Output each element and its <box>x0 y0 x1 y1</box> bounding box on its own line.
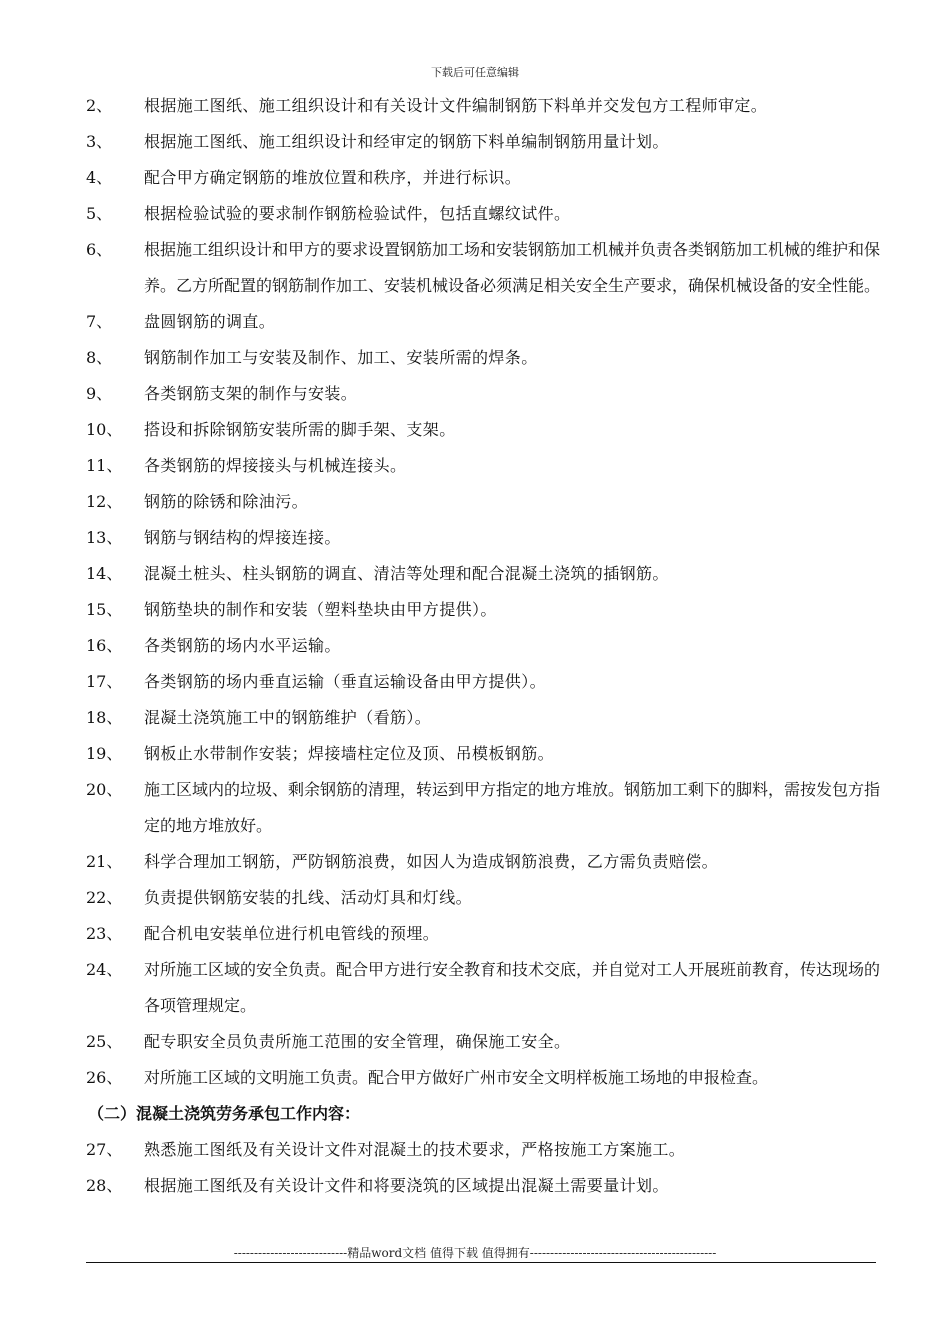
list-item <box>86 376 881 412</box>
item-text: 钢筋与钢结构的焊接连接。 <box>144 528 341 547</box>
item-text: 盘圆钢筋的调直。 <box>144 312 276 331</box>
item-number: 18、 <box>86 708 123 727</box>
item-number: 5、 <box>86 204 113 223</box>
item-text: 配合甲方确定钢筋的堆放位置和秩序，并进行标识。 <box>144 168 522 187</box>
work-item-list-concrete <box>86 1132 881 1204</box>
item-text: 混凝土浇筑施工中的钢筋维护（看筋）。 <box>144 708 432 727</box>
item-number: 17、 <box>86 672 123 691</box>
item-text: 各类钢筋的场内垂直运输（垂直运输设备由甲方提供）。 <box>144 672 547 691</box>
list-item <box>86 88 881 124</box>
item-text: 各类钢筋的场内水平运输。 <box>144 636 341 655</box>
item-text: 对所施工区域的安全负责。配合甲方进行安全教育和技术交底，并自觉对工人开展班前教育，传达现场的各项管理规定。 <box>144 960 881 1015</box>
item-number: 10、 <box>86 420 123 439</box>
list-item <box>86 772 881 844</box>
item-text: 施工区域内的垃圾、剩余钢筋的清理，转运到甲方指定的地方堆放。钢筋加工剩下的脚料，需按发包方指定的地方堆放好。 <box>144 780 881 835</box>
item-number: 13、 <box>86 528 123 547</box>
list-item <box>86 1132 881 1168</box>
list-item <box>86 1060 881 1096</box>
footer-rule <box>86 1262 876 1263</box>
item-number: 21、 <box>86 852 123 871</box>
item-number: 9、 <box>86 384 113 403</box>
list-item <box>86 628 881 664</box>
work-item-list <box>86 88 881 1096</box>
item-text: 各类钢筋支架的制作与安装。 <box>144 384 358 403</box>
item-number: 3、 <box>86 132 113 151</box>
header-note: 下载后可任意编辑 <box>431 66 519 79</box>
list-item <box>86 448 881 484</box>
item-number: 19、 <box>86 744 123 763</box>
item-number: 4、 <box>86 168 113 187</box>
item-text: 配合机电安装单位进行机电管线的预埋。 <box>144 924 440 943</box>
item-number: 11、 <box>86 456 123 475</box>
item-text: 科学合理加工钢筋，严防钢筋浪费，如因人为造成钢筋浪费，乙方需负责赔偿。 <box>144 852 719 871</box>
item-text: 根据施工图纸、施工组织设计和有关设计文件编制钢筋下料单并交发包方工程师审定。 <box>144 96 768 115</box>
item-text: 钢筋制作加工与安装及制作、加工、安装所需的焊条。 <box>144 348 538 367</box>
item-text: 钢筋的除锈和除油污。 <box>144 492 309 511</box>
list-item <box>86 916 881 952</box>
list-item <box>86 880 881 916</box>
item-number: 23、 <box>86 924 123 943</box>
list-item <box>86 232 881 304</box>
item-number: 8、 <box>86 348 113 367</box>
list-item <box>86 1024 881 1060</box>
item-text: 负责提供钢筋安装的扎线、活动灯具和灯线。 <box>144 888 473 907</box>
item-text: 根据检验试验的要求制作钢筋检验试件，包括直螺纹试件。 <box>144 204 571 223</box>
footer-note: ----------------------------精品word文档 值得下载 值得拥有---------------------------------------------- <box>233 1246 717 1260</box>
list-item <box>86 520 881 556</box>
item-number: 16、 <box>86 636 123 655</box>
list-item <box>86 340 881 376</box>
list-item <box>86 556 881 592</box>
item-number: 27、 <box>86 1140 123 1159</box>
list-item <box>86 592 881 628</box>
list-item <box>86 1168 881 1204</box>
item-number: 2、 <box>86 96 113 115</box>
item-number: 14、 <box>86 564 123 583</box>
item-text: 钢板止水带制作安装；焊接墙柱定位及顶、吊模板钢筋。 <box>144 744 555 763</box>
list-item <box>86 952 881 1024</box>
item-text: 根据施工图纸、施工组织设计和经审定的钢筋下料单编制钢筋用量计划。 <box>144 132 669 151</box>
list-item <box>86 160 881 196</box>
list-item <box>86 700 881 736</box>
item-number: 6、 <box>86 240 113 259</box>
item-number: 12、 <box>86 492 123 511</box>
item-number: 28、 <box>86 1176 123 1195</box>
item-number: 26、 <box>86 1068 123 1087</box>
list-item <box>86 664 881 700</box>
item-text: 钢筋垫块的制作和安装（塑料垫块由甲方提供）。 <box>144 600 497 619</box>
list-item <box>86 484 881 520</box>
item-number: 24、 <box>86 960 123 979</box>
list-item <box>86 124 881 160</box>
item-text: 混凝土桩头、柱头钢筋的调直、清洁等处理和配合混凝土浇筑的插钢筋。 <box>144 564 669 583</box>
item-text: 搭设和拆除钢筋安装所需的脚手架、支架。 <box>144 420 456 439</box>
list-item <box>86 736 881 772</box>
list-item <box>86 304 881 340</box>
item-text: 对所施工区域的文明施工负责。配合甲方做好广州市安全文明样板施工场地的申报检查。 <box>144 1068 769 1087</box>
item-number: 22、 <box>86 888 123 907</box>
list-item <box>86 412 881 448</box>
document-body <box>86 88 881 1204</box>
list-item <box>86 844 881 880</box>
item-number: 20、 <box>86 780 123 799</box>
item-text: 根据施工组织设计和甲方的要求设置钢筋加工场和安装钢筋加工机械并负责各类钢筋加工机械的维护和保养。乙方所配置的钢筋制作加工、安装机械设备必须满足相关安全生产要求，确保机械设备的安全性能。 <box>144 240 881 295</box>
section-heading: （二）混凝土浇筑劳务承包工作内容： <box>88 1104 361 1123</box>
list-item <box>86 196 881 232</box>
item-text: 根据施工图纸及有关设计文件和将要浇筑的区域提出混凝土需要量计划。 <box>144 1176 669 1195</box>
item-number: 15、 <box>86 600 123 619</box>
item-number: 25、 <box>86 1032 123 1051</box>
item-text: 熟悉施工图纸及有关设计文件对混凝土的技术要求，严格按施工方案施工。 <box>144 1140 686 1159</box>
item-number: 7、 <box>86 312 113 331</box>
item-text: 各类钢筋的焊接接头与机械连接头。 <box>144 456 407 475</box>
item-text: 配专职安全员负责所施工范围的安全管理，确保施工安全。 <box>144 1032 571 1051</box>
